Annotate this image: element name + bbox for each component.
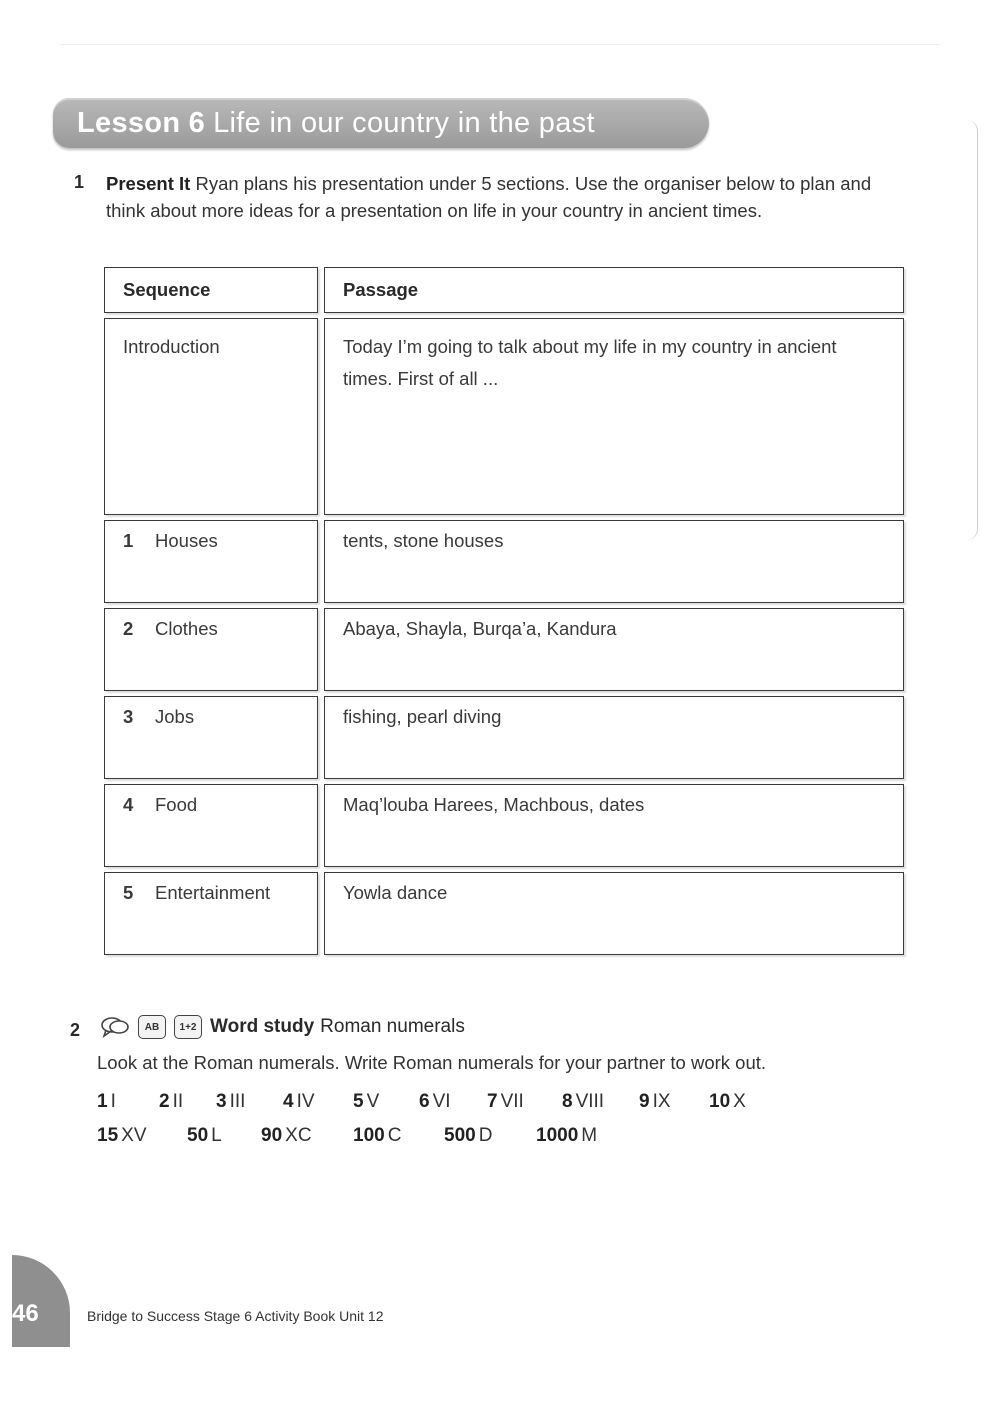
numeral-item: 10 X [709,1091,746,1112]
organiser-row [104,520,904,603]
section-number: 1 [123,530,134,551]
section-passage[interactable]: Yowla dance [324,872,904,955]
footer-book-title: Bridge to Success Stage 6 Activity Book Unit 12 [87,1308,384,1324]
intro-label: Introduction [104,318,318,515]
page-number: 46 [12,1300,39,1327]
activity-book-icon: AB [138,1015,166,1039]
section-number: 5 [123,882,134,903]
numeral-item: 5 V [353,1091,380,1112]
exercise-2-subheading: Roman numerals [320,1016,465,1037]
organiser-row-introduction [104,318,904,515]
speech-bubbles-icon [100,1013,130,1041]
section-cell [104,608,318,691]
section-cell [104,520,318,603]
numeral-item: 7 VII [487,1091,524,1112]
exercise-2-heading-row [100,1013,465,1041]
section-passage[interactable]: Maq’louba Harees, Machbous, dates [324,784,904,867]
lesson-title: Life in our country in the past [213,106,595,139]
section-passage[interactable]: tents, stone houses [324,520,904,603]
calculation-icon: 1+2 [174,1015,202,1039]
organiser-row [104,608,904,691]
numeral-item: 9 IX [639,1091,671,1112]
lesson-banner [53,98,709,148]
header-sequence: Sequence [104,267,318,313]
section-number: 2 [123,618,134,639]
section-label: Houses [155,530,218,551]
numeral-item: 2 II [159,1091,184,1112]
numerals-line-1 [97,1085,797,1119]
numeral-item: 90 XC [261,1125,312,1146]
exercise-2-instruction: Look at the Roman numerals. Write Roman numerals for your partner to work out. [97,1052,767,1073]
numeral-item: 50 L [187,1125,222,1146]
organiser-row [104,696,904,779]
section-cell [104,872,318,955]
exercise-1-number: 1 [74,172,85,192]
section-passage[interactable]: fishing, pearl diving [324,696,904,779]
section-label: Clothes [155,618,218,639]
lesson-label: Lesson 6 [77,106,206,139]
numeral-item: 8 VIII [562,1091,605,1112]
section-label: Food [155,794,198,815]
header-passage: Passage [324,267,904,313]
exercise-1-text: Ryan plans his presentation under 5 sections. Use the organiser below to plan and think about more ideas for a presentation on life in your country in ancient times. [106,173,872,221]
numeral-item: 3 III [216,1091,246,1112]
exercise-1-heading: Present It [106,173,191,194]
numeral-item: 100 C [353,1125,402,1146]
exercise-1-instructions [106,170,886,224]
section-label: Jobs [155,706,195,727]
organiser-header-row [104,267,904,313]
organiser-row [104,872,904,955]
page-top-edge [60,44,940,45]
organiser-table [104,267,904,960]
section-cell [104,696,318,779]
intro-passage[interactable]: Today I’m going to talk about my life in my country in ancient times. First of all ... [324,318,904,515]
numeral-item: 1 I [97,1091,116,1112]
numeral-item: 15 XV [97,1125,147,1146]
section-cell [104,784,318,867]
numeral-item: 6 VI [419,1091,451,1112]
section-number: 3 [123,706,134,727]
numerals-line-2 [97,1119,797,1153]
organiser-row [104,784,904,867]
numeral-item: 500 D [444,1125,493,1146]
exercise-2-number: 2 [70,1020,81,1040]
roman-numerals-list [97,1085,797,1153]
section-label: Entertainment [155,882,271,903]
section-passage[interactable]: Abaya, Shayla, Burqa’a, Kandura [324,608,904,691]
numeral-item: 4 IV [283,1091,315,1112]
section-number: 4 [123,794,134,815]
numeral-item: 1000 M [536,1125,598,1146]
page-binding-curve [967,120,978,540]
exercise-2-heading: Word study [210,1016,315,1037]
